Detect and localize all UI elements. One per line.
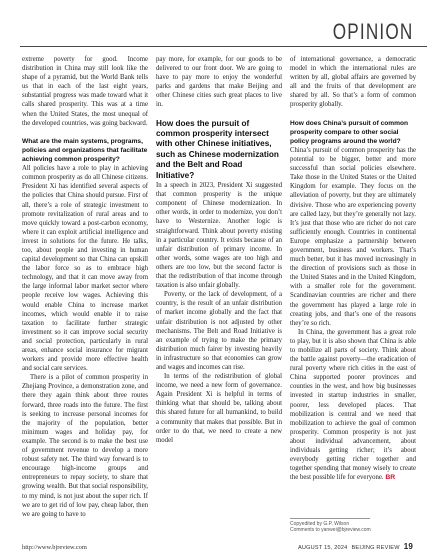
publication-name: BEIJING REVIEW (351, 545, 400, 551)
header-rule (20, 46, 427, 47)
column-1 (22, 55, 148, 519)
credits-box (290, 518, 370, 533)
question-heading: How does the pursuit of common prosperity intersect with other Chinese initiatives, such as Chinese modernization and the Belt and Road Initiative? (156, 118, 279, 180)
question-heading: What are the main systems, programs, policies and organizations that facilitate achieving common prosperity? (22, 137, 148, 164)
signoff-mark: BR (385, 474, 396, 482)
paragraph: In terms of the redistribution of global income, we need a new form of governance. Again President Xi is helpful in terms of thinking what that should be, talking about this shared future for all humankind, to build a community that makes that possible. But in order to do that, we need to create a new model (156, 373, 282, 444)
comments-email: Comments to yanwei@bjreview.com (290, 526, 371, 533)
paragraph: There is a pilot of common prosperity in Zhejiang Province, a demonstration zone, and there they again think about three routes forward, three roads into the future. The first is seeking to increase personal incomes for the majority of the population, better minimum wages and holiday pay, for example. The second is to make the best use of government revenue to develop a more robust safety net. The third way forward is to encourage high-income groups and entrepreneurs to repay society, to share that growing wealth. But that social responsibility, to my mind, is not just about the super rich. If we are to get rid of low pay, cheap labor, then we are going to have to (22, 374, 148, 518)
paragraph: extreme poverty for good. Income distribution in China may still look like the shape of a pyramid, but the World Bank tells us that in each of the last eight years, substantial progress was made toward what it calls shared prosperity. This was at a time when the United States, the most unequal of the developed countries, was going backward. (22, 56, 148, 127)
issue-date: AUGUST 15, 2024 (297, 545, 348, 551)
footer-url: http://www.bjreview.com (22, 544, 87, 551)
closing-paragraph (290, 328, 416, 483)
paragraph-text: In China, the government has a great role to play, but it is also shown that China is able to mobilize all parts of society. Think about the battle against poverty—the eradication of rural poverty where rich cities in the east of China supported poorer provinces and counties in the west, and how big businesses invested in startup industries in smaller, poorer, less developed places. That mobilization is central and we need that mobilization to achieve the goal of common prosperity. Common prosperity is not just about individual advancement, about individuals getting richer; it’s about everybody getting richer together and together spending that money wisely to create the best possible life for everyone. (290, 328, 416, 482)
paragraph: China’s pursuit of common prosperity has the potential to be bigger, better and more successful than social policies elsewhere. Take those in the United States or the United Kingdom for example. They focus on the alleviation of poverty, but they are ultimately divisive. Those who are experiencing poverty are called lazy, but they’re generally not lazy. It’s just that those who are richer do not care sufficiently enough. Countries in continental Europe emphasize a partnership between government, business and workers. That’s much better, but it has moved increasingly in the direction of provisions such as those in the United States and in the United Kingdom, with a smaller role for the government. Scandinavian countries are richer and there the government has played a large role in creating jobs, and that’s one of the reasons they’re so rich. (290, 146, 416, 327)
column-3 (290, 55, 416, 533)
paragraph: In a speech in 2023, President Xi suggested that common prosperity is the unique component of Chinese modernization. In other words, in order to modernize, you don’t have to Westernize. Another logic is straightforward. Think about poverty existing in a particular country. It exists because of an unfair distribution of primary income. In other words, some wages are too high and others are too low, but the second factor is that the redistribution of that income through taxation is also unfair globally. (156, 182, 282, 290)
footer-issue-info (298, 542, 413, 553)
paragraph: Poverty, or the lack of development, of a country, is the result of an unfair distribution of market income globally and the fact that unfair distribution is not adjusted by other mechanisms. The Belt and Road Initiative is an example of trying to make the primary distribution much fairer by investing heavily in infrastructure so that economies can grow and wages and incomes can rise. (156, 291, 282, 371)
section-title: OPINION (332, 19, 413, 44)
paragraph: of international governance, a democratic model in which the international rules are written by all, global affairs are governed by all and the fruits of that development are shared by all. So that’s a form of common prosperity globally. (290, 56, 416, 109)
paragraph: pay more, for example, for our goods to be delivered to our front door. We are going to have to pay more to enjoy the wonderful parks and gardens that make Beijing and other Chinese cities such great places to live in. (156, 56, 282, 109)
paragraph: All policies have a role to play in achieving common prosperity as do all Chinese citizens. President Xi has identified several aspects of the policies that China should pursue. First of all, there’s a role of strategic investment to promote revitalization of rural areas and to move quickly toward a post-carbon economy, where it can exploit artificial intelligence and invest in solutions for the future. He talks, too, about people and investing in human capital development so that China can upskill the labor force so as to embrace high technology, and that it can move away from the large informal labor market sector where people receive low wages. Achieving this would enable China to increase market incomes, which would enable it to raise taxation to facilitate further strategic investment so it can improve social security and social protection, particularly in rural areas, enhance social insurance for migrant workers and provide more effective health and social care services. (22, 165, 148, 373)
question-heading: How does China’s pursuit of common prosperity compare to other social policy programs around the world? (290, 119, 409, 145)
copyedit-credit: Copyedited by G.P. Wilson (290, 520, 350, 527)
column-2 (156, 55, 282, 445)
page-number: 19 (403, 542, 413, 551)
